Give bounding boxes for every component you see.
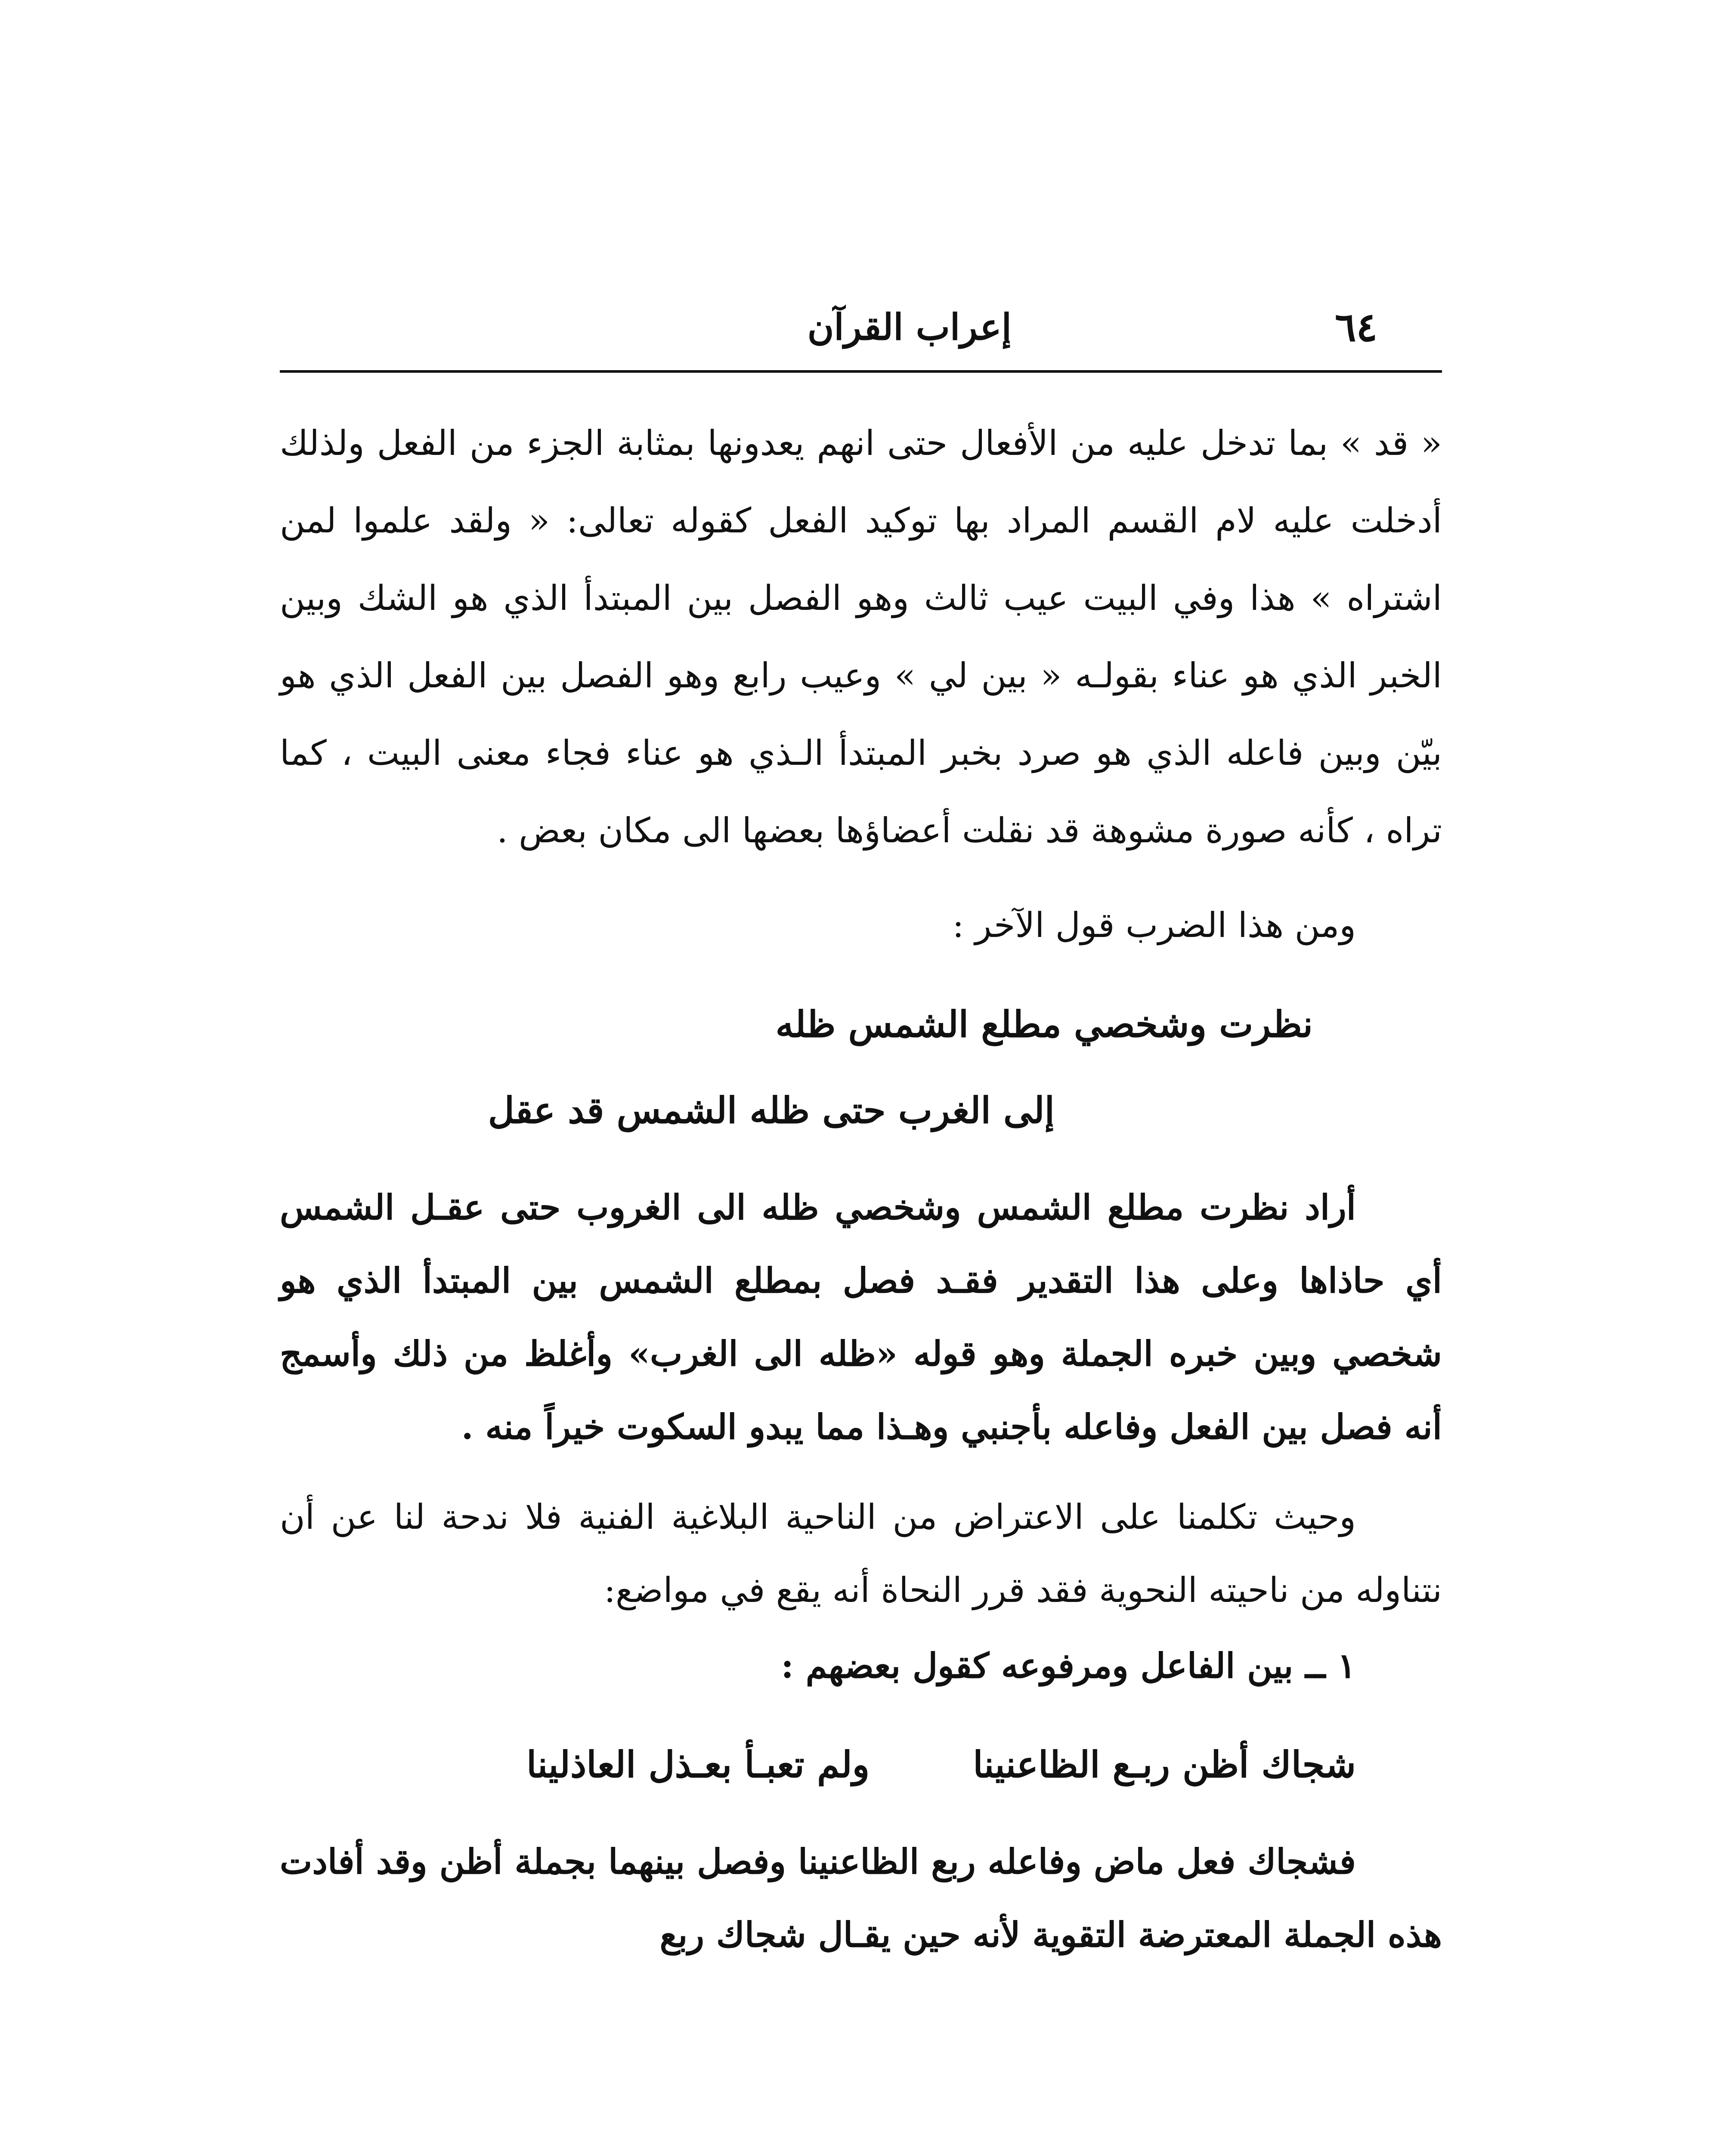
hemistich-left: ولم تعبـأ بعـذل العاذلينا <box>526 1743 870 1786</box>
paragraph-2: ومن هذا الضرب قول الآخر : <box>952 905 1356 945</box>
paragraph-1: « قد » بما تدخل عليه من الأفعال حتى انهم يعدونها بمثابة الجزء من الفعل ولذلك أدخلت عليه لام القسم المراد بها توكيد الفعل كقوله تعالى: « ولقد علموا لمن اشتراه » هذا وفي البيت عيب ثالث وهو الفصل بين المبتدأ الذي هو الشك وبين الخبر الذي هو عناء بقولـه « بين لي » وعيب رابع وهو الفصل بين الفعل الذي هو بيّن وبين فاعله الذي هو صرد بخبر المبتدأ الـذي هو عناء فجاء معنى البيت ، كما تراه ، كأنه صورة مشوهة قد نقلت أعضاؤها بعضها الى مكان بعض . <box>280 423 1442 850</box>
running-title: إعراب القرآن <box>807 306 1012 348</box>
paragraph-3: أراد نظرت مطلع الشمس وشخصي ظله الى الغروب حتى عقـل الشمس أي حاذاها وعلى هذا التقدير فقـد فصل بمطلع الشمس بين المبتدأ الذي هو شخصي وبين خبره الجملة وهو قوله «ظله الى الغرب» وأغلظ من ذلك وأسمج أنه فصل بين الفعل وفاعله بأجنبي وهـذا مما يبدو السكوت خيراً منه . <box>280 1187 1442 1447</box>
verse-line-1: نظرت وشخصي مطلع الشمس ظله <box>775 1003 1313 1045</box>
spacer <box>280 1808 1442 1825</box>
page-body <box>280 405 1442 1971</box>
spacer <box>280 869 1442 887</box>
spacer <box>280 1153 1442 1171</box>
spacer <box>280 1463 1442 1481</box>
hemistich-right: شجاك أظن ربـع الظاعنينا <box>973 1743 1356 1786</box>
verse-couplet <box>280 1722 1442 1808</box>
spacer <box>280 1704 1442 1722</box>
paragraph-6: فشجاك فعل ماض وفاعله ربع الظاعنينا وفصل بينهما بجملة أظن وقد أفادت هذه الجملة المعترضة التقوية لأنه حين يقـال شجاك ربع <box>280 1841 1442 1955</box>
book-page <box>280 241 1442 2152</box>
spacer <box>280 964 1442 981</box>
paragraph-4: وحيث تكلمنا على الاعتراض من الناحية البلاغية الفنية فلا ندحة لنا عن أن نتناوله من ناحيته النحوية فقد قرر النحاة أنه يقع في مواضع: <box>280 1497 1442 1610</box>
page-number: ٦٤ <box>1335 304 1377 350</box>
verse-line-2: إلى الغرب حتى ظله الشمس قد عقل <box>488 1089 1055 1132</box>
header-rule <box>280 370 1442 373</box>
page-header <box>280 301 1442 353</box>
paragraph-5: ١ ــ بين الفاعل ومرفوعه كقول بعضهم : <box>781 1645 1356 1686</box>
